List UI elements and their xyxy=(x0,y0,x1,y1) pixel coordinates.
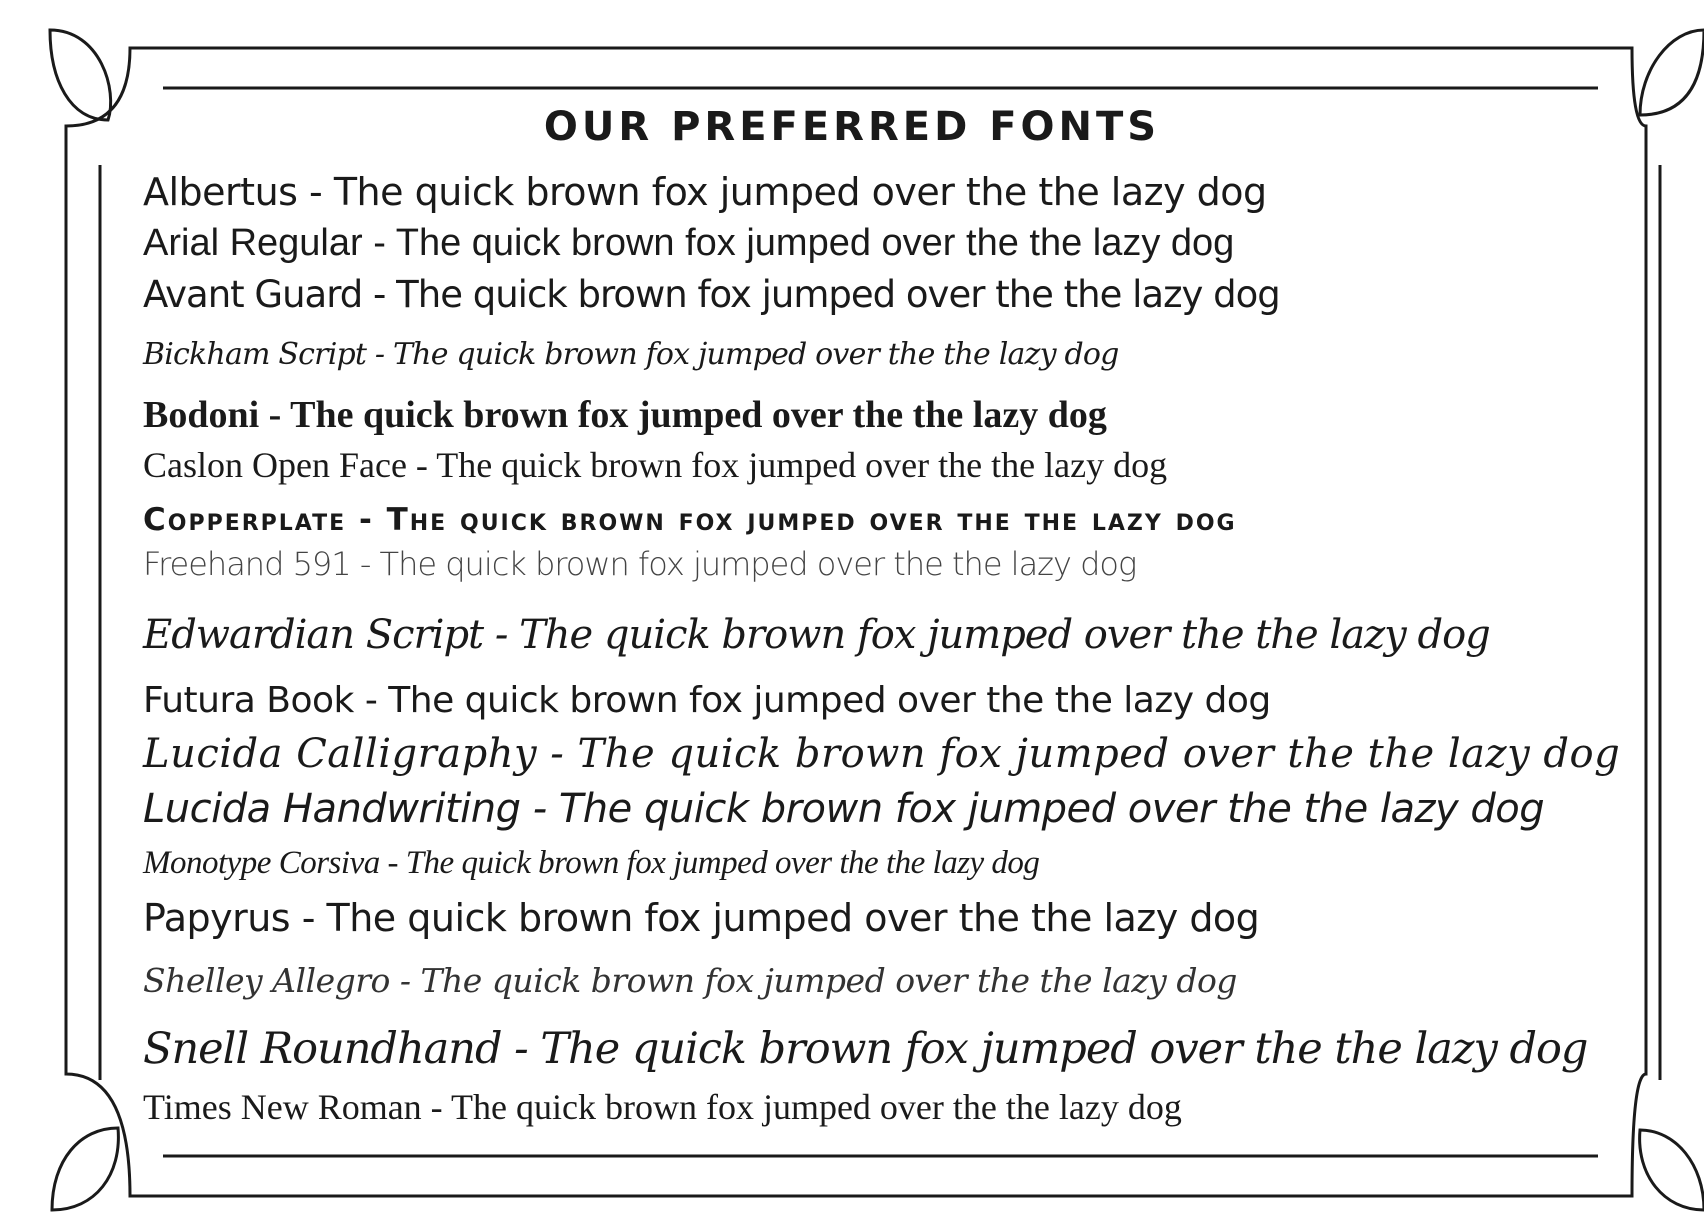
font-sample-papyrus: Papyrus - The quick brown fox jumped over the the lazy dog xyxy=(143,896,1260,940)
font-sample-edwardian-script: Edwardian Script - The quick brown fox jumped over the the lazy dog xyxy=(143,612,1490,658)
font-sample-lucida-handwriting: Lucida Handwriting - The quick brown fox jumped over the the lazy dog xyxy=(143,786,1545,832)
font-sample-lucida-calligraphy: Lucida Calligraphy - The quick brown fox jumped over the the lazy dog xyxy=(143,731,1621,777)
font-sample-shelley-allegro: Shelley Allegro - The quick brown fox jumped over the the lazy dog xyxy=(143,961,1237,1000)
font-sample-times-new-roman: Times New Roman - The quick brown fox jumped over the the lazy dog xyxy=(143,1087,1182,1127)
font-sample-snell-roundhand: Snell Roundhand - The quick brown fox jumped over the the lazy dog xyxy=(143,1024,1588,1074)
corner-leaf-bottom-left-icon xyxy=(52,1128,118,1210)
font-sample-bodoni: Bodoni - The quick brown fox jumped over the the lazy dog xyxy=(143,394,1107,436)
font-sample-arial-regular: Arial Regular - The quick brown fox jumped over the the lazy dog xyxy=(143,222,1235,264)
font-sample-freehand-591: Freehand 591 - The quick brown fox jumped over the the lazy dog xyxy=(143,545,1137,583)
font-sample-futura-book: Futura Book - The quick brown fox jumped over the the lazy dog xyxy=(143,680,1271,721)
font-sample-copperplate: Copperplate - The quick brown fox jumped over the the lazy dog xyxy=(143,502,1237,538)
corner-leaf-top-right-icon xyxy=(1640,30,1704,115)
font-sample-albertus: Albertus - The quick brown fox jumped over the the lazy dog xyxy=(143,170,1267,214)
font-sample-caslon-open-face: Caslon Open Face - The quick brown fox jumped over the the lazy dog xyxy=(143,445,1168,485)
page-title: OUR PREFERRED FONTS xyxy=(543,104,1161,150)
font-sample-monotype-corsiva: Monotype Corsiva - The quick brown fox jumped over the the lazy dog xyxy=(143,845,1040,881)
font-sample-bickham-script: Bickham Script - The quick brown fox jumped over the the lazy dog xyxy=(143,337,1119,372)
font-sample-avant-guard: Avant Guard - The quick brown fox jumped over the the lazy dog xyxy=(143,273,1280,316)
corner-leaf-bottom-right-icon xyxy=(1640,1130,1704,1210)
